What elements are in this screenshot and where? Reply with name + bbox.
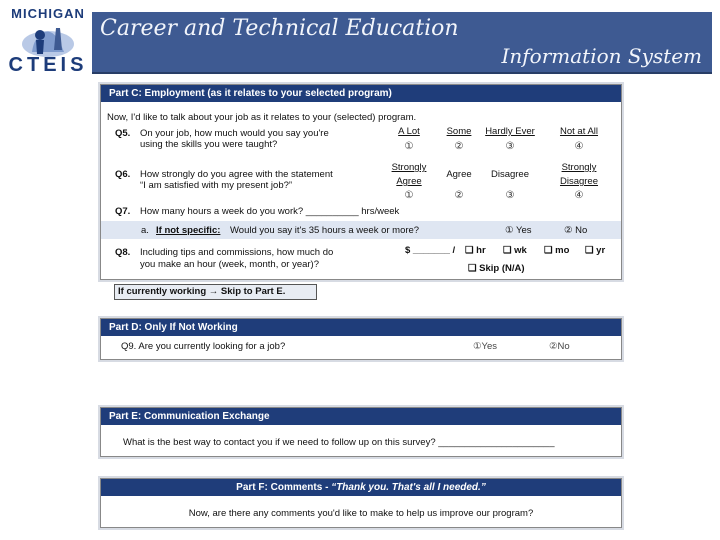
q7a-label: If not specific: [156, 225, 221, 236]
skip-instruction-note: If currently working → Skip to Part E. [114, 284, 317, 300]
logo-michigan-text: MICHIGAN [11, 6, 85, 21]
q5-code-2: ② [454, 141, 464, 152]
q6-code-3: ③ [505, 190, 515, 201]
q6-text-line2: “I am satisfied with my present job?” [140, 180, 293, 191]
part-c-section [100, 84, 622, 280]
q6-code-4: ④ [574, 190, 584, 201]
q5-code-3: ③ [505, 141, 515, 152]
part-e-section [100, 407, 622, 457]
q8-unit-hr[interactable]: ❏ hr [465, 245, 486, 256]
q6-option-disagree[interactable]: Disagree [490, 169, 530, 180]
logo-cteis-text: CTEIS [8, 54, 88, 76]
part-f-question: Now, are there any comments you'd like to make to help us improve our program? [188, 508, 534, 519]
q5-code-1: ① [404, 141, 414, 152]
q5-option-some[interactable]: Some [446, 126, 472, 137]
part-d-heading: Part D: Only If Not Working [101, 319, 621, 336]
q7a-no-option[interactable]: ② No [564, 225, 588, 236]
part-f-heading-quote: “Thank you. That's all I needed.” [331, 482, 486, 493]
q9-yes-option[interactable]: ①Yes [473, 341, 498, 352]
part-d-section [100, 318, 622, 360]
q8-unit-wk[interactable]: ❏ wk [503, 245, 527, 256]
q6-code-2: ② [454, 190, 464, 201]
q5-option-not-at-all[interactable]: Not at All [559, 126, 599, 137]
q5-option-a-lot[interactable]: A Lot [398, 126, 420, 137]
q5-option-hardly-ever[interactable]: Hardly Ever [485, 126, 535, 137]
q7a-text: Would you say it's 35 hours a week or more? [230, 225, 420, 236]
q8-text-line2: you make an hour (week, month, or year)? [140, 259, 320, 270]
banner-title-line1: Career and Technical Education [100, 16, 459, 41]
part-e-heading: Part E: Communication Exchange [101, 408, 621, 425]
title-banner [92, 12, 712, 74]
q9-text: Q9. Are you currently looking for a job? [121, 341, 286, 352]
q8-unit-mo[interactable]: ❏ mo [544, 245, 570, 256]
q7a-yes-option[interactable]: ① Yes [505, 225, 532, 236]
part-f-heading [101, 479, 621, 496]
part-c-intro: Now, I'd like to talk about your job as it relates to your (selected) program. [107, 112, 417, 123]
logo-emblem-icon [16, 22, 80, 58]
q5-text-line2: using the skills you were taught? [140, 139, 278, 150]
part-f-heading-prefix: Part F: Comments - [236, 482, 332, 493]
cteis-logo [6, 6, 90, 76]
q6-option-agree[interactable]: Agree [446, 169, 472, 180]
part-c-heading: Part C: Employment (as it relates to your selected program) [101, 85, 621, 102]
q9-no-option[interactable]: ②No [549, 341, 570, 352]
q7a-row [101, 221, 621, 239]
q8-skip-option[interactable]: ❏ Skip (N/A) [468, 263, 525, 274]
banner-title-line2: Information System [501, 44, 702, 68]
q8-number: Q8. [115, 247, 131, 258]
q7-text: How many hours a week do you work? __________ hrs/week [140, 206, 400, 217]
q5-number: Q5. [115, 128, 131, 139]
part-f-section [100, 478, 622, 528]
q6-number: Q6. [115, 169, 131, 180]
q6-option-strongly-agree-line2[interactable]: Agree [396, 176, 422, 187]
q6-option-strongly-agree-line1[interactable]: Strongly [391, 162, 427, 173]
q6-code-1: ① [404, 190, 414, 201]
q6-option-strongly-disagree-line1[interactable]: Strongly [561, 162, 597, 173]
q6-option-strongly-disagree-line2[interactable]: Disagree [559, 176, 599, 187]
q7-number: Q7. [115, 206, 131, 217]
q8-amount-field[interactable]: $ _______ / [405, 245, 456, 256]
q8-text-line1: Including tips and commissions, how much do [140, 247, 334, 258]
q5-code-4: ④ [574, 141, 584, 152]
q6-text-line1: How strongly do you agree with the statement [140, 169, 333, 180]
part-e-question: What is the best way to contact you if we need to follow up on this survey? ______________________ [123, 437, 555, 448]
q8-unit-yr[interactable]: ❏ yr [585, 245, 606, 256]
q5-text-line1: On your job, how much would you say you're [140, 128, 329, 139]
q7a-letter: a. [141, 225, 149, 236]
